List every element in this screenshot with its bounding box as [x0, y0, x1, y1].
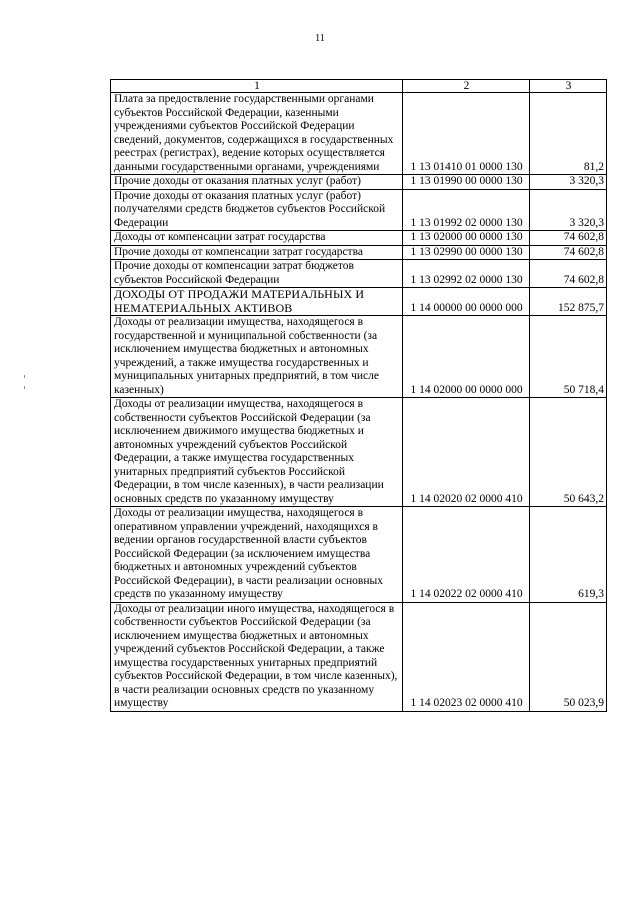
row-name: Доходы от реализации имущества, находящегося в оперативном управлении учреждений, находящихся в ведении органов государственной власти субъектов Российской Федерации (за исключением имущества бюджетных и автономных учреждений субъектов Российской Федерации), в части реализации основных средств по указанному имуществу: [111, 507, 403, 603]
row-code: 1 14 02023 02 0000 410: [403, 602, 530, 711]
row-code: 1 13 02990 00 0000 130: [403, 245, 530, 260]
table-row: [111, 507, 607, 603]
row-code: 1 13 01992 02 0000 130: [403, 189, 530, 231]
row-name: Плата за предоствление государственными органами субъектов Российской Федерации, казенными учреждениями субъектов Российской Федерации сведений, документов, содержащихся в государственных реестрах (регистрах), ведение которых осуществляется данными государственными органами, учреждениями: [111, 93, 403, 175]
row-code: 1 13 01990 00 0000 130: [403, 175, 530, 190]
row-name: Прочие доходы от компенсации затрат бюджетов субъектов Российской Федерации: [111, 260, 403, 288]
row-code: 1 13 02000 00 0000 130: [403, 231, 530, 246]
row-amount: 50 643,2: [530, 398, 607, 507]
table-row: [111, 316, 607, 398]
row-amount: 74 602,8: [530, 231, 607, 246]
column-header-code: 2: [403, 80, 530, 93]
row-code: 1 14 00000 00 0000 000: [403, 288, 530, 316]
row-amount: 3 320,3: [530, 189, 607, 231]
table-body: [111, 80, 607, 712]
table-row: [111, 245, 607, 260]
table-row: [111, 398, 607, 507]
row-name: Прочие доходы от оказания платных услуг (работ): [111, 175, 403, 190]
row-name: Доходы от реализации иного имущества, находящегося в собственности субъектов Российской Федерации (за исключением имущества бюджетных и автономных учреждений субъектов Российской Федерации, а также имущества государственных унитарных предприятий субъектов Российской Федерации, в том числе казенных), в части реализации основных средств по указанному имуществу: [111, 602, 403, 711]
row-name: Доходы от реализации имущества, находящегося в государственной и муниципальной собственности (за исключением имущества бюджетных и автономных учреждений, а также имущества государственных и муниципальных унитарных предприятий, в том числе казенных): [111, 316, 403, 398]
row-code: 1 14 02022 02 0000 410: [403, 507, 530, 603]
table-row: [111, 288, 607, 316]
row-amount: 74 602,8: [530, 260, 607, 288]
row-amount: 152 875,7: [530, 288, 607, 316]
table-row: [111, 602, 607, 711]
table-row: [111, 231, 607, 246]
margin-mark: [24, 375, 25, 378]
row-amount: 50 718,4: [530, 316, 607, 398]
header-row: [111, 80, 607, 93]
row-name: ДОХОДЫ ОТ ПРОДАЖИ МАТЕРИАЛЬНЫХ И НЕМАТЕРИАЛЬНЫХ АКТИВОВ: [111, 288, 403, 316]
margin-mark: [24, 386, 25, 389]
row-name: Доходы от компенсации затрат государства: [111, 231, 403, 246]
row-code: 1 13 01410 01 0000 130: [403, 93, 530, 175]
table-row: [111, 93, 607, 175]
column-header-amount: 3: [530, 80, 607, 93]
column-header-name: 1: [111, 80, 403, 93]
row-amount: 74 602,8: [530, 245, 607, 260]
row-code: 1 14 02000 00 0000 000: [403, 316, 530, 398]
row-name: Прочие доходы от компенсации затрат государства: [111, 245, 403, 260]
row-name: Доходы от реализации имущества, находящегося в собственности субъектов Российской Федерации (за исключением движимого имущества бюджетных и автономных учреждений субъектов Российской Федерации, а также имущества государственных унитарных предприятий субъектов Российской Федерации, в том числе казенных), в части реализации основных средств по указанному имуществу: [111, 398, 403, 507]
table-row: [111, 189, 607, 231]
row-code: 1 14 02020 02 0000 410: [403, 398, 530, 507]
row-amount: 81,2: [530, 93, 607, 175]
row-code: 1 13 02992 02 0000 130: [403, 260, 530, 288]
row-amount: 619,3: [530, 507, 607, 603]
table-row: [111, 175, 607, 190]
revenue-table: [110, 79, 607, 712]
row-name: Прочие доходы от оказания платных услуг (работ) получателями средств бюджетов субъектов Российской Федерации: [111, 189, 403, 231]
row-amount: 50 023,9: [530, 602, 607, 711]
row-amount: 3 320,3: [530, 175, 607, 190]
page-number: 11: [315, 33, 325, 44]
table-row: [111, 260, 607, 288]
